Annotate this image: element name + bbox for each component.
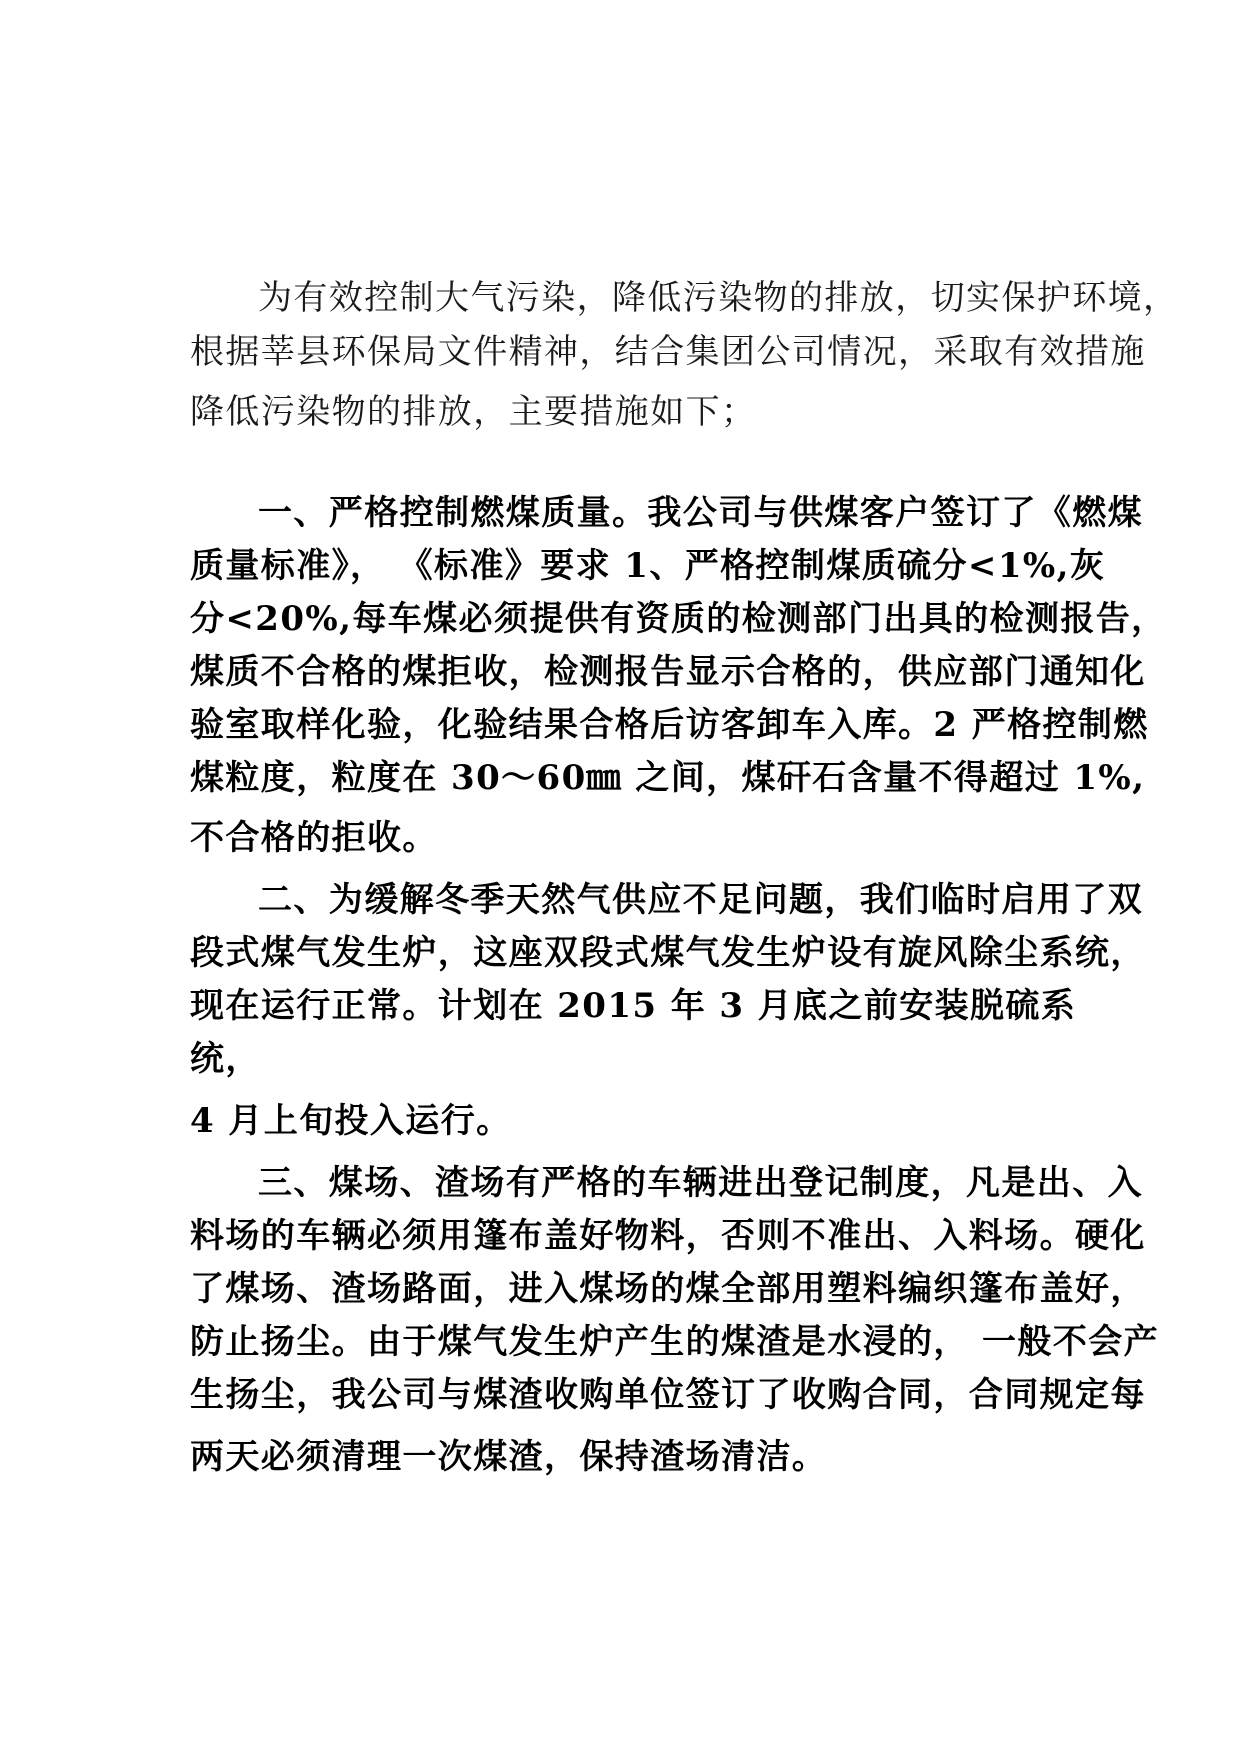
section1-line-1: 一、严格控制燃煤质量。我公司与供煤客户签订了《燃煤 — [258, 493, 1143, 533]
section1-line-7: 不合格的拒收。 — [190, 818, 438, 858]
section3-line-5: 生扬尘，我公司与煤渣收购单位签订了收购合同，合同规定每 — [190, 1375, 1146, 1415]
section1-line-6: 煤粒度，粒度在 30～60㎜ 之间，煤矸石含量不得超过 1%, — [190, 758, 1146, 798]
section1-line-3: 分<20%,每车煤必须提供有资质的检测部门出具的检测报告， — [190, 599, 1167, 639]
section2-line-2: 段式煤气发生炉，这座双段式煤气发生炉设有旋风除尘系统， — [190, 933, 1146, 973]
section2-line-4: 统， — [190, 1039, 261, 1079]
intro-line-1: 为有效控制大气污染，降低污染物的排放，切实保护环境， — [258, 278, 1179, 318]
section1-line-4: 煤质不合格的煤拒收，检测报告显示合格的，供应部门通知化 — [190, 652, 1146, 692]
section2-line-3: 现在运行正常。计划在 2015 年 3 月底之前安装脱硫系 — [190, 986, 1077, 1026]
section3-line-4: 防止扬尘。由于煤气发生炉产生的煤渣是水浸的， 一般不会产 — [190, 1322, 1160, 1362]
section1-line-2: 质量标准》， 《标准》要求 1、严格控制煤质硫分<1%,灰 — [190, 546, 1106, 586]
intro-line-2: 根据莘县环保局文件精神，结合集团公司情况，采取有效措施 — [190, 332, 1146, 372]
intro-line-3: 降低污染物的排放，主要措施如下； — [190, 392, 757, 432]
section2-line-1: 二、为缓解冬季天然气供应不足问题，我们临时启用了双 — [258, 880, 1143, 920]
section3-line-2: 料场的车辆必须用篷布盖好物料，否则不准出、入料场。硬化 — [190, 1216, 1146, 1256]
section1-line-5: 验室取样化验，化验结果合格后访客卸车入库。2 严格控制燃 — [190, 705, 1149, 745]
section2-line-5: 4 月上旬投入运行。 — [190, 1101, 512, 1141]
section3-line-1: 三、煤场、渣场有严格的车辆进出登记制度，凡是出、入 — [258, 1163, 1143, 1203]
section3-line-3: 了煤场、渣场路面，进入煤场的煤全部用塑料编织篷布盖好， — [190, 1269, 1146, 1309]
section3-line-6: 两天必须清理一次煤渣，保持渣场清洁。 — [190, 1437, 828, 1477]
